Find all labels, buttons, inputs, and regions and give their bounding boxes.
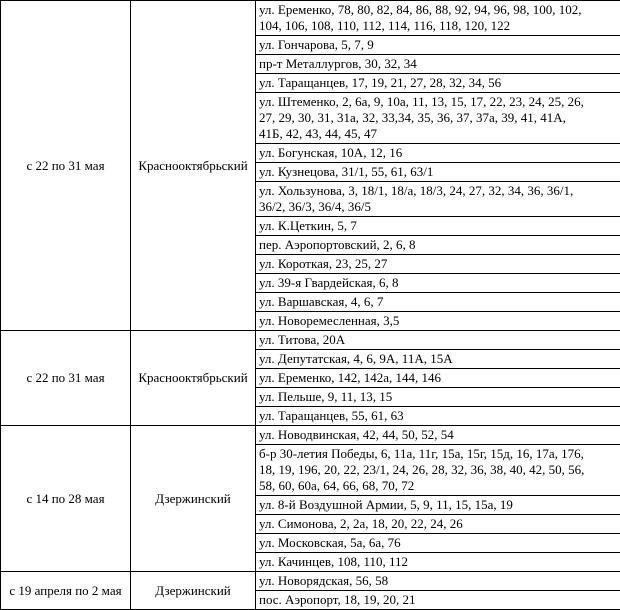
streets-cell [256,1,620,331]
street-text-line: ул. Качинцев, 108, 110, 112 [259,554,617,570]
street-entry [256,1,620,36]
street-entry [256,369,620,388]
street-text-line: ул. 8-й Воздушной Армии, 5, 9, 11, 15, 15а, 19 [259,497,617,513]
date-cell: с 19 апреля по 2 мая [1,572,131,610]
street-entry [256,331,620,350]
district-cell: Краснооктябрьский [131,331,256,426]
street-text-line: ул. Пельше, 9, 11, 13, 15 [259,389,617,405]
street-text-line: ул. Таращанцев, 55, 61, 63 [259,408,617,424]
street-text-line: пос. Аэропорт, 18, 19, 20, 21 [259,592,617,608]
streets-cell [256,331,620,426]
street-entry [256,293,620,312]
street-text-line: ул. Депутатская, 4, 6, 9А, 11А, 15А [259,351,617,367]
street-entry [256,388,620,407]
street-text-line: 58, 60, 60а, 64, 66, 68, 70, 72 [259,478,617,494]
district-cell: Дзержинский [131,426,256,572]
street-entry [256,553,620,571]
street-text-line: ул. Варшавская, 4, 6, 7 [259,294,617,310]
streets-cell [256,426,620,572]
street-text-line: ул. К.Цеткин, 5, 7 [259,218,617,234]
street-text-line: 104, 106, 108, 110, 112, 114, 116, 118, 120, 122 [259,18,617,34]
street-entry [256,144,620,163]
street-text-line: 36/2, 36/3, 36/4, 36/5 [259,199,617,215]
street-entry [256,496,620,515]
street-text-line: ул. Штеменко, 2, 6а, 9, 10а, 11, 13, 15, 17, 22, 23, 24, 25, 26, [259,94,617,110]
street-text-line: ул. Новодвинская, 42, 44, 50, 52, 54 [259,427,617,443]
street-entry [256,515,620,534]
district-cell: Дзержинский [131,572,256,610]
date-cell: с 22 по 31 мая [1,1,131,331]
street-text-line: ул. Богунская, 10А, 12, 16 [259,145,617,161]
street-entry [256,163,620,182]
street-entry [256,255,620,274]
street-entry [256,217,620,236]
district-cell: Краснооктябрьский [131,1,256,331]
street-entry [256,534,620,553]
street-text-line: ул. Новоремесленная, 3,5 [259,313,617,329]
street-text-line: ул. Еременко, 78, 80, 82, 84, 86, 88, 92, 94, 96, 98, 100, 102, [259,2,617,18]
street-entry [256,182,620,217]
street-text-line: ул. Новорядская, 56, 58 [259,573,617,589]
street-entry [256,426,620,445]
street-text-line: 18, 19, 196, 20, 22, 23/1, 24, 26, 28, 32, 36, 38, 40, 42, 50, 56, [259,462,617,478]
street-entry [256,74,620,93]
street-entry [256,312,620,330]
street-text-line: 27, 29, 30, 31, 31а, 32, 33,34, 35, 36, 37, 37а, 39, 41, 41А, [259,110,617,126]
street-text-line: ул. Кузнецова, 31/1, 55, 61, 63/1 [259,164,617,180]
street-text-line: ул. Титова, 20А [259,332,617,348]
table-row [1,1,620,331]
street-entry [256,36,620,55]
street-entry [256,55,620,74]
street-text-line: пр-т Металлургов, 30, 32, 34 [259,56,617,72]
street-entry [256,591,620,609]
table-row [1,426,620,572]
street-entry [256,274,620,293]
table-row [1,331,620,426]
street-entry [256,350,620,369]
street-text-line: ул. Гончарова, 5, 7, 9 [259,37,617,53]
streets-cell [256,572,620,610]
street-text-line: ул. Короткая, 23, 25, 27 [259,256,617,272]
street-entry [256,236,620,255]
street-text-line: ул. Еременко, 142, 142а, 144, 146 [259,370,617,386]
street-text-line: б-р 30-летия Победы, 6, 11а, 11г, 15а, 15г, 15д, 16, 17а, 176, [259,446,617,462]
street-text-line: 41Б, 42, 43, 44, 45, 47 [259,126,617,142]
street-entry [256,572,620,591]
schedule-body [1,1,620,610]
date-cell: с 22 по 31 мая [1,331,131,426]
street-entry [256,445,620,496]
street-entry [256,93,620,144]
street-text-line: ул. Таращанцев, 17, 19, 21, 27, 28, 32, 34, 56 [259,75,617,91]
table-row [1,572,620,610]
street-text-line: ул. 39-я Гвардейская, 6, 8 [259,275,617,291]
street-entry [256,407,620,425]
street-text-line: ул. Московская, 5а, 6а, 76 [259,535,617,551]
street-text-line: пер. Аэропортовский, 2, 6, 8 [259,237,617,253]
street-text-line: ул. Симонова, 2, 2а, 18, 20, 22, 24, 26 [259,516,617,532]
street-text-line: ул. Хользунова, 3, 18/1, 18/а, 18/3, 24, 27, 32, 34, 36, 36/1, [259,183,617,199]
date-cell: с 14 по 28 мая [1,426,131,572]
